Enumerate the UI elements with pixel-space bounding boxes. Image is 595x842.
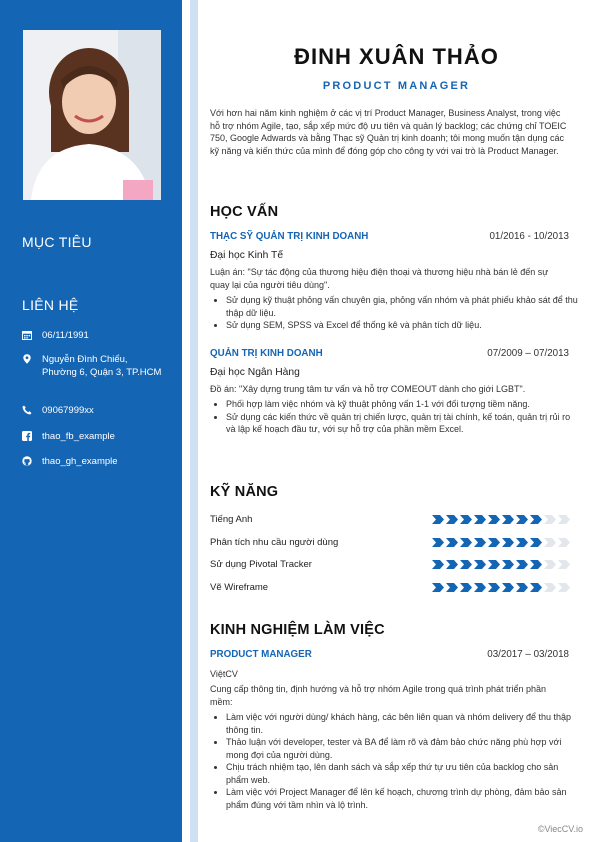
education-degree: THẠC SỸ QUẢN TRỊ KINH DOANH bbox=[210, 231, 369, 242]
education-item-2-head bbox=[210, 348, 569, 359]
skill-chevron-filled bbox=[488, 560, 500, 569]
education-dates: 07/2009 – 07/2013 bbox=[487, 348, 569, 359]
skill-name: Tiếng Anh bbox=[210, 514, 253, 525]
skill-chevron-filled bbox=[446, 560, 458, 569]
skill-chevron-empty bbox=[544, 515, 556, 524]
bullet-item: • Làm việc với người dùng/ khách hàng, các bên liên quan và nhóm delivery để thu thập thông tin. bbox=[226, 711, 578, 736]
skill-chevron-filled bbox=[488, 583, 500, 592]
education-school: Đại học Kinh Tế bbox=[210, 250, 284, 261]
skill-chevron-filled bbox=[432, 538, 444, 547]
location-icon bbox=[22, 354, 32, 364]
skill-chevron-empty bbox=[558, 538, 570, 547]
education-item-1-head bbox=[210, 231, 569, 242]
objective-title: MỤC TIÊU bbox=[22, 234, 92, 250]
skill-chevron-filled bbox=[530, 583, 542, 592]
facebook-text[interactable]: thao_fb_example bbox=[42, 431, 115, 442]
skill-chevron-filled bbox=[474, 583, 486, 592]
skill-chevron-filled bbox=[488, 515, 500, 524]
contact-birthday bbox=[22, 329, 162, 342]
skill-chevron-empty bbox=[558, 515, 570, 524]
bullet-item: • Làm việc với Project Manager để lên kế hoạch, chương trình dự phòng, đảm bảo sản phẩm đúng với tầm nhìn và lộ trình. bbox=[226, 786, 578, 811]
skill-chevron-filled bbox=[432, 515, 444, 524]
skill-chevron-filled bbox=[502, 560, 514, 569]
decorative-stripes bbox=[170, 0, 200, 842]
contact-phone bbox=[22, 404, 162, 417]
candidate-role: PRODUCT MANAGER bbox=[322, 80, 471, 92]
skill-chevron-filled bbox=[502, 515, 514, 524]
skill-chevron-filled bbox=[516, 560, 528, 569]
bullet-item: • Sử dụng các kiến thức về quản trị chiến lược, quản trị tài chính, kế toán, quản trị rủi ro và lập kế hoạch đầu tư, với sự hỗ trợ của phần mềm Excel. bbox=[226, 411, 578, 436]
skill-name: Sử dụng Pivotal Tracker bbox=[210, 559, 312, 570]
education-degree: QUẢN TRỊ KINH DOANH bbox=[210, 348, 323, 359]
education-thesis: Đồ án: "Xây dựng trung tâm tư vấn và hỗ trợ COMEOUT dành cho giới LGBT". bbox=[210, 384, 526, 394]
address-text: Nguyễn Đình Chiểu, Phường 6, Quận 3, TP.HCM bbox=[42, 354, 162, 378]
summary-text: Với hơn hai năm kinh nghiệm ở các vị trí Product Manager, Business Analyst, trong việc hỗ trợ nhóm Agile, tạo, sắp xếp mức độ ưu tiên và quản lý backlog; các chứng chỉ TOEIC 750, Google Adwards và bằng Thạc sỹ Quản trị kinh doanh; tôi mong muốn tận dụng các kỹ năng và kiến thức của mình để đóng góp cho công ty với vai trò là Product Manager. bbox=[210, 108, 567, 157]
skill-level-meter bbox=[432, 583, 570, 592]
skill-chevron-filled bbox=[516, 583, 528, 592]
skill-level-meter bbox=[432, 515, 570, 524]
footer-watermark: ©ViecCV.io bbox=[537, 824, 583, 834]
skill-chevron-filled bbox=[502, 583, 514, 592]
candidate-name: ĐINH XUÂN THẢO bbox=[294, 44, 499, 69]
skill-chevron-filled bbox=[516, 538, 528, 547]
education-bullets bbox=[214, 294, 578, 332]
skill-chevron-filled bbox=[530, 515, 542, 524]
skill-chevron-empty bbox=[544, 538, 556, 547]
skill-chevron-filled bbox=[432, 583, 444, 592]
skill-chevron-filled bbox=[502, 538, 514, 547]
skill-chevron-empty bbox=[558, 583, 570, 592]
github-icon bbox=[22, 456, 32, 466]
birthday-text: 06/11/1991 bbox=[42, 330, 89, 341]
contact-title: LIÊN HỆ bbox=[22, 297, 79, 313]
bullet-item: • Sử dụng SEM, SPSS và Excel để thống kê và phân tích dữ liệu. bbox=[226, 319, 578, 332]
skill-chevron-filled bbox=[460, 583, 472, 592]
skill-chevron-filled bbox=[488, 538, 500, 547]
skill-chevron-filled bbox=[530, 538, 542, 547]
contact-facebook[interactable] bbox=[22, 430, 162, 443]
skill-chevron-filled bbox=[460, 560, 472, 569]
experience-item-head bbox=[210, 649, 569, 660]
skill-chevron-filled bbox=[446, 538, 458, 547]
skill-level-meter bbox=[432, 538, 570, 547]
experience-title: KINH NGHIỆM LÀM VIỆC bbox=[210, 622, 385, 638]
facebook-icon bbox=[22, 431, 32, 441]
education-bullets bbox=[214, 398, 578, 436]
phone-text: 09067999xx bbox=[42, 405, 94, 416]
skill-chevron-empty bbox=[544, 560, 556, 569]
bullet-item: • Phối hợp làm việc nhóm và kỹ thuật phỏng vấn 1-1 với đối tượng tiềm năng. bbox=[226, 398, 578, 411]
skill-chevron-filled bbox=[460, 538, 472, 547]
education-thesis: Luận án: "Sự tác động của thương hiệu điện thoại và thương hiệu nhà bán lẻ đến sự quay lại của người tiêu dùng". bbox=[210, 267, 549, 290]
experience-company: ViệtCV bbox=[210, 669, 238, 679]
profile-photo bbox=[23, 30, 161, 200]
skill-chevron-filled bbox=[516, 515, 528, 524]
education-school: Đại học Ngân Hàng bbox=[210, 367, 300, 378]
skill-chevron-filled bbox=[530, 560, 542, 569]
skill-chevron-empty bbox=[544, 583, 556, 592]
bullet-item: • Thảo luận với developer, tester và BA để làm rõ và đảm bảo chức năng phù hợp với mong đợi của người dùng. bbox=[226, 736, 578, 761]
experience-desc: Cung cấp thông tin, định hướng và hỗ trợ nhóm Agile trong quá trình phát triển phần mềm: bbox=[210, 684, 547, 707]
experience-bullets bbox=[214, 711, 578, 811]
skill-chevron-filled bbox=[474, 538, 486, 547]
skill-chevron-empty bbox=[558, 560, 570, 569]
phone-icon bbox=[22, 405, 32, 415]
skill-chevron-filled bbox=[460, 515, 472, 524]
skill-row bbox=[210, 537, 570, 548]
github-text[interactable]: thao_gh_example bbox=[42, 456, 118, 467]
experience-position: PRODUCT MANAGER bbox=[210, 649, 312, 660]
skill-row bbox=[210, 514, 570, 525]
bullet-item: • Sử dụng kỹ thuật phỏng vấn chuyên gia, phỏng vấn nhóm và phát phiếu khảo sát để thu thập dữ liệu. bbox=[226, 294, 578, 319]
calendar-icon bbox=[22, 330, 32, 340]
contact-github[interactable] bbox=[22, 455, 162, 468]
education-dates: 01/2016 - 10/2013 bbox=[489, 231, 569, 242]
education-title: HỌC VẤN bbox=[210, 204, 279, 220]
skill-name: Phân tích nhu cầu người dùng bbox=[210, 537, 339, 548]
skill-chevron-filled bbox=[474, 515, 486, 524]
skill-chevron-filled bbox=[446, 583, 458, 592]
contact-address bbox=[22, 353, 162, 379]
bullet-item: • Chịu trách nhiệm tạo, lên danh sách và sắp xếp thứ tự ưu tiên của backlog cho sản phẩm web. bbox=[226, 761, 578, 786]
skill-chevron-filled bbox=[432, 560, 444, 569]
skill-name: Vẽ Wireframe bbox=[210, 582, 269, 593]
skill-chevron-filled bbox=[474, 560, 486, 569]
skill-row bbox=[210, 559, 570, 570]
skill-chevron-filled bbox=[446, 515, 458, 524]
skills-title: KỸ NĂNG bbox=[210, 484, 279, 500]
experience-dates: 03/2017 – 03/2018 bbox=[487, 649, 569, 660]
skill-row bbox=[210, 582, 570, 593]
skill-level-meter bbox=[432, 560, 570, 569]
